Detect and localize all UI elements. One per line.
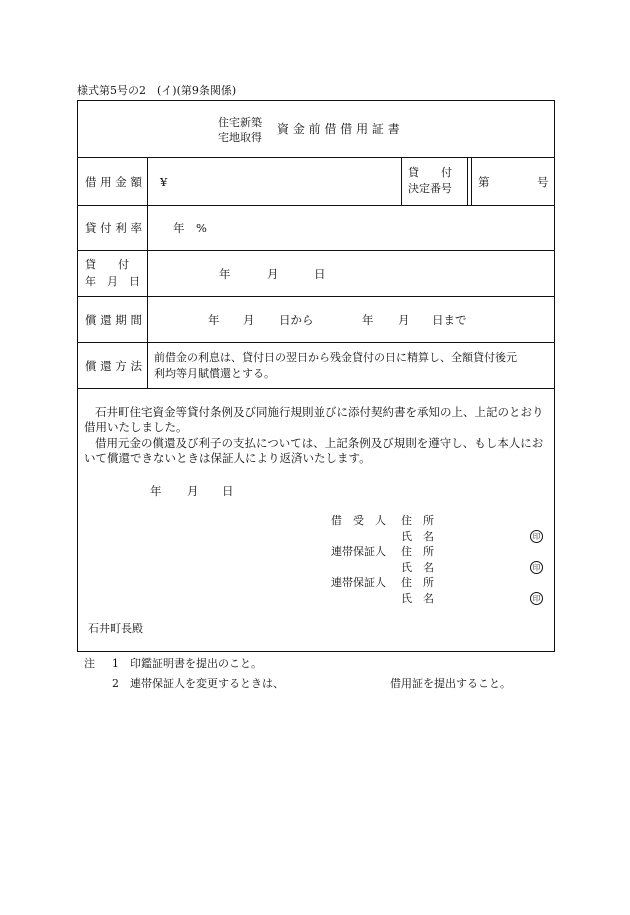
rule — [78, 250, 554, 251]
rule — [78, 342, 554, 343]
guarantor2-address-label: 住 所 — [401, 576, 434, 589]
rule — [78, 296, 554, 297]
addressee: 石井町長殿 — [88, 622, 143, 635]
rate-value: 年 % — [173, 221, 207, 235]
borrower-label: 借 受 人 — [331, 514, 386, 527]
number-suffix: 号 — [537, 175, 549, 189]
body-paragraph-1: 石井町住宅資金等貸付条例及び同施行規則並びに添付契約書を承知の上、上記のとおり借用いたしました。 — [84, 405, 544, 434]
period-start-year: 年 — [208, 313, 220, 327]
title-kind-new-build: 住宅新築 — [218, 116, 262, 129]
amount-label: 借 用 金 額 — [85, 175, 142, 189]
guarantor1-label: 連帯保証人 — [331, 545, 386, 558]
borrower-name-label: 氏 名 — [401, 530, 434, 543]
issue-date-year: 年 — [150, 484, 162, 498]
guarantor1-address-label: 住 所 — [401, 545, 434, 558]
page-title: 資 金 前 借 借 用 証 書 — [277, 122, 400, 136]
note-2-text-end: 借用証を提出すること。 — [390, 677, 511, 690]
period-to: 日まで — [432, 313, 467, 327]
loan-date-label-bottom: 年 月 日 — [85, 275, 140, 288]
method-text-line1: 前借金の利息は、貸付日の翌日から残金貸付の日に精算し、全額貸付後元 — [154, 351, 517, 364]
rule — [78, 205, 554, 206]
borrower-address-label: 住 所 — [401, 514, 434, 527]
note-1-text: 印鑑証明書を提出のこと。 — [130, 657, 262, 670]
seal-icon: 印 — [530, 530, 543, 543]
title-kind-land: 宅地取得 — [218, 131, 262, 144]
rule — [78, 157, 554, 158]
form-code: 様式第5号の2 (イ)(第9条関係) — [77, 84, 237, 97]
note-2-number: 2 — [112, 677, 119, 690]
guarantor2-name-label: 氏 名 — [401, 592, 434, 605]
issue-date-day: 日 — [222, 484, 234, 498]
loan-date-month: 月 — [267, 267, 279, 281]
period-end-month: 月 — [398, 313, 410, 327]
notes-label: 注 — [84, 657, 95, 670]
period-from: 日から — [279, 313, 314, 327]
rule — [401, 157, 402, 205]
guarantor1-name-label: 氏 名 — [401, 561, 434, 574]
decision-number-label-top: 貸 付 — [408, 166, 452, 179]
period-start-month: 月 — [243, 313, 255, 327]
seal-icon: 印 — [530, 592, 543, 605]
guarantor2-label: 連帯保証人 — [331, 576, 386, 589]
rule — [147, 157, 148, 388]
amount-yen-symbol: ¥ — [160, 175, 168, 189]
body-paragraph-2: 借用元金の償還及び利子の支払については、上記条例及び規則を遵守し、もし本人において償還できないときは保証人により返済いたします。 — [84, 436, 544, 465]
loan-date-day: 日 — [314, 267, 326, 281]
rule — [78, 388, 554, 389]
period-end-year: 年 — [362, 313, 374, 327]
decision-number-label-bottom: 決定番号 — [408, 182, 452, 195]
seal-icon: 印 — [530, 561, 543, 574]
issue-date-month: 月 — [187, 484, 199, 498]
number-prefix: 第 — [478, 175, 490, 189]
note-1-number: 1 — [112, 657, 119, 670]
rule — [471, 157, 472, 205]
note-2-text-start: 連帯保証人を変更するときは、 — [130, 677, 284, 690]
loan-date-label-top: 貸 付 — [85, 258, 129, 271]
rule — [467, 157, 468, 205]
period-label: 償 還 期 間 — [85, 313, 142, 327]
rate-label: 貸 付 利 率 — [85, 221, 142, 235]
loan-date-year: 年 — [219, 267, 231, 281]
method-text-line2: 利均等月賦償還とする。 — [154, 367, 275, 380]
method-label: 償 還 方 法 — [85, 359, 142, 373]
